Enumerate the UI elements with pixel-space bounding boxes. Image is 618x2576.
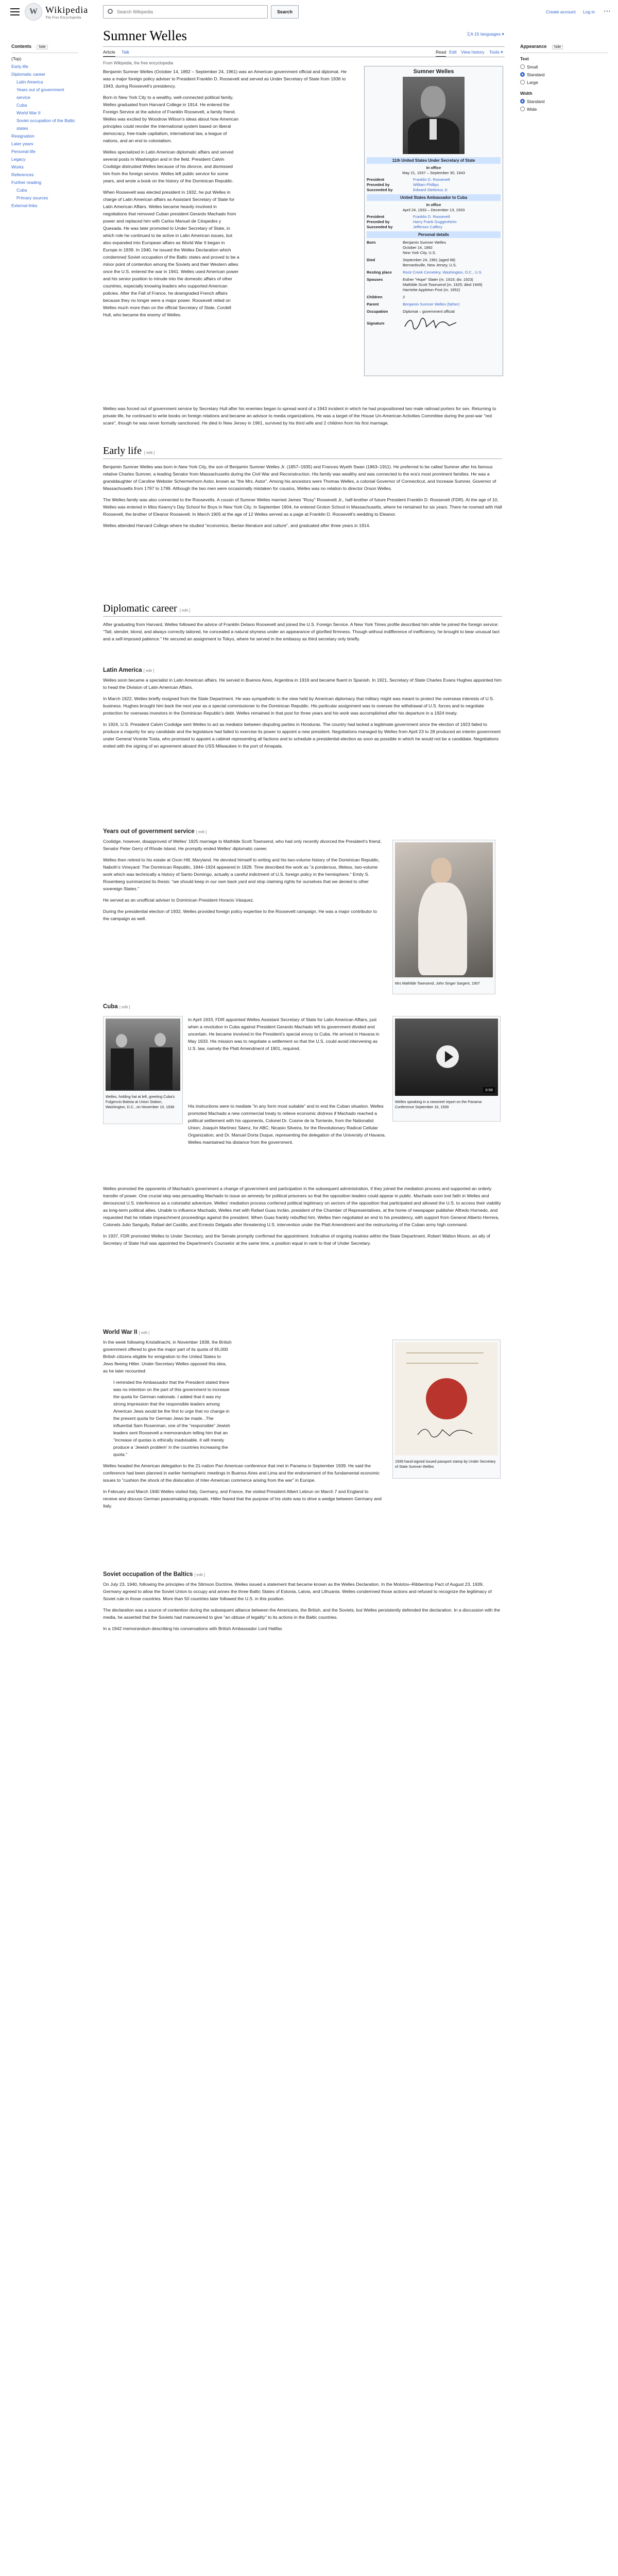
paragraph: Welles then retired to his estate at Oxon Hill, Maryland. He devoted himself to writing and his two-volume history of the Dominican Republic, Naboth's Vineyard: The Dominican Republic, 1844–1924 appeared in 1928. Time described the work as "a ponderous, lifeless, two-volume work which was technically a history of Santo Domingo, actually a careful indictment of U.S. foreign policy in the hemisphere." Emily S. Rosenberg summarized its thesis: "we should keep in our own back yard and stop claiming rights for ourselves that we denied to other sovereign States." — [103, 857, 380, 891]
from-line: From Wikipedia, the free encyclopedia — [103, 61, 174, 65]
subsection-heading: Years out of government service [ edit ] — [103, 828, 207, 835]
blockquote: I reminded the Ambassador that the President stated there was no intention on the part of this government to increase the quota for German nationals. I added that it was my strong impression that the responsible leaders among American Jews would be the first to urge that no change in the present quota for German Jews be made...The influential Sam Rosenman, one of the "responsible" Jewish leaders sent Roosevelt a memorandum telling him that an "increase of quotas is ethically inadvisable. It will merely produce a 'Jewish problem' in the countries increasing the quota." — [113, 1380, 230, 1457]
edit-link[interactable]: [ edit ] — [179, 608, 191, 613]
top-header — [0, 0, 618, 27]
figure-caption: Mrs Mathilde Townsend, John Singer Sargent, 1907 — [395, 981, 480, 986]
figure-passport-stamp — [392, 1340, 501, 1479]
portrait-photo — [403, 77, 465, 154]
section-diplomatic-career — [103, 603, 502, 642]
translate-icon: 文A — [466, 31, 475, 37]
ib-row: President Franklin D. Roosevelt — [367, 177, 450, 182]
personal-header: Personal details — [367, 231, 501, 238]
radio-small[interactable]: Small — [520, 63, 608, 71]
tab-talk[interactable]: Talk — [122, 49, 130, 55]
paragraph: In March 1922, Welles briefly resigned from the State Department. He was sympathetic to the view held by American diplomacy that military might was meant to protect the overseas interests of U.S. business. Hughes brought him back the next year as a special commissioner to the Dominican Republic. His particular assignment was to oversee the withdrawal of U.S. forces and to negotiate protection for overseas investors in the Dominican Republic's debt. Welles remained in that post for three years and his work was accomplished after his departure in a 1924 treaty. — [103, 696, 494, 716]
wikipedia-logo[interactable]: W — [25, 3, 42, 21]
ib-row-spouses: Spouses Esther "Hope" Slater (m. 1915; div. 1923) Mathilde Scott Townsend (m. 1925; died 1949) Harriette Appleton Post (m. 1952) — [367, 277, 483, 292]
toc-item[interactable]: Legacy — [11, 157, 26, 162]
figure-caption: Welles, holding hat at left, greeting Cuba's Fulgencio Batista at Union Station, Washington, D.C., on November 10, 1938 — [106, 1094, 175, 1109]
section-heading: Early life [ edit ] — [103, 445, 502, 459]
toc-item[interactable]: Later years — [11, 141, 33, 146]
paragraph: In 1924, U.S. President Calvin Coolidge sent Welles to act as mediator between disputing parties in Honduras. The country had lacked a legitimate government since the election of 1923 failed to produce a majority for any candidate and the legislature had failed to exercise its power to appoint a new president. Negotiations managed by Welles from April 23 to 28 produced an interim government under General Vicente Tosta, who promised to appoint a cabinet representing all factions and to schedule a presidential election as soon as possible in which he would not be a candidate. Negotiations ended with the signing of an agreement aboard the USS Milwaukee in the port of Amapala. — [103, 722, 501, 749]
subsection-heading: Soviet occupation of the Baltics [ edit ] — [103, 1571, 205, 1578]
toc-item[interactable]: Diplomatic career — [11, 72, 46, 77]
radio-large-circle[interactable] — [520, 80, 525, 84]
search-input[interactable] — [117, 8, 261, 16]
toc-item[interactable]: Latin America — [16, 79, 43, 84]
ib-row: Succeeded by Jefferson Caffery — [367, 225, 442, 229]
languages-button[interactable]: 文A 15 languages ▾ — [466, 31, 504, 37]
wordmark[interactable]: Wikipedia — [45, 5, 89, 15]
table-of-contents — [11, 41, 78, 210]
figure-newsreel-video — [392, 1016, 501, 1122]
paragraph: In 1937, FDR promoted Welles to Under Secretary, and the Senate promptly confirmed the appointment. Indicative of ongoing rivalries within the State Department, Robert Walton Moore, an ally of Secretary of State Hull was appointed the Department's Counselor at the same time, a position equal in rank to that of Under Secretary. — [103, 1233, 490, 1246]
video-player[interactable] — [395, 1019, 498, 1096]
edit-link[interactable]: [ edit ] — [143, 668, 154, 673]
cuba-text-bottom — [103, 1103, 386, 1146]
section-heading: Diplomatic career [ edit ] — [103, 603, 502, 617]
paragraph: The Welles family was also connected to the Roosevelts. A cousin of Sumner Welles married James "Rosy" Roosevelt Jr., half-brother of future President Franklin D. Roosevelt (FDR). At the age of 10, Welles was entered in Miss Kearny's Day School for Boys in New York City. In September 1904, he entered Groton School in Massachusetts, where he remained for six years. There he roomed with Hall Roosevelt, the brother of Eleanor Roosevelt. In March 1905 at the age of 12 Welles served as a page at Franklin D. Roosevelt's wedding to Eleanor. — [103, 497, 502, 517]
search-icon — [108, 9, 113, 14]
toc-item[interactable]: Primary sources — [16, 195, 48, 200]
edit-link[interactable]: [ edit ] — [196, 829, 207, 834]
toc-item[interactable]: Resignation — [11, 133, 35, 139]
toc-item[interactable]: External links — [11, 203, 38, 208]
radio-width-standard[interactable]: Standard — [520, 98, 608, 106]
office-header-2: United States Ambassador to Cuba — [367, 194, 501, 201]
photo-image[interactable] — [106, 1019, 180, 1091]
main-menu-icon[interactable] — [10, 7, 20, 15]
tab-read[interactable]: Read — [436, 49, 446, 57]
office-dates: May 21, 1937 – September 30, 1943 — [402, 171, 465, 175]
cuba-text-full — [103, 1185, 502, 1247]
edit-link[interactable]: [ edit ] — [194, 1572, 205, 1577]
intro-paragraph: Welles was forced out of government service by Secretary Hull after his enemies began to spread word of a 1943 incident in which he had propositioned two male railroad porters for sex. Returning to private life, he continued to write books on foreign relations and became an advisor to media organizations. He was a target of the House Un-American Activities Committee during the post-war "red scare", though he was never formally sanctioned. He died in New Jersey in 1961, survived by his third wife and 2 children from his first marriage. — [103, 406, 496, 426]
tab-edit[interactable]: Edit — [449, 49, 457, 55]
paragraph: His instructions were to mediate "in any form most suitable" and to end the Cuban situation. Welles promoted Machado a new commercial treaty to relieve economic distress if Machado reached a political settlement with his opponents, Colonel Dr. Cosme de la Torriente, from the Nationalist Union; Joaquín Martínez Sáenz, for ABC; Nicasio Silveira, for the Revolutionary Radical Cellular Organization; and Dr. Manuel Dorta Duque, representing the delegation of the University of Havana. Welles maintained his distance from the government. — [188, 1104, 386, 1145]
radio-wide[interactable]: Wide — [520, 106, 608, 113]
toc-item[interactable]: Further reading — [11, 180, 42, 185]
toc-item[interactable]: References — [11, 172, 34, 177]
radio-standard[interactable]: Standard — [520, 71, 608, 79]
tagline: The Free Encyclopedia — [45, 15, 81, 20]
edit-link[interactable]: [ edit ] — [139, 1330, 150, 1335]
subsection-heading: Latin America [ edit ] — [103, 667, 154, 673]
paragraph: On July 23, 1940, following the principles of the Stimson Doctrine, Welles issued a statement that became known as the Welles Declaration. In the Molotov–Ribbentrop Pact of August 23, 1939, Germany agreed to allow the Soviet Union to occupy and annex the three Baltic States of Estonia, Latvia, and Lithuania. Welles condemned those actions and refused to recognize the legitimacy of Soviet rule in those countries. More than 50 countries later followed the U.S. in this position. — [103, 1582, 492, 1601]
search-button[interactable]: Search — [271, 5, 299, 19]
ib-row-died: Died September 24, 1961 (aged 68) Bernardsville, New Jersey, U.S. — [367, 258, 457, 267]
toc-item[interactable]: Soviet occupation of the Baltic states — [16, 118, 75, 131]
ib-row-born: Born Benjamin Sumner Welles October 14, 1892 New York City, U.S. — [367, 240, 447, 255]
width-label: Width — [520, 91, 533, 96]
signature-image — [403, 316, 459, 331]
office-dates: April 24, 1933 – December 13, 1933 — [402, 208, 465, 212]
video-duration: 0:56 — [483, 1087, 495, 1093]
ib-row-parent: Parent Benjamin Sumner Welles (father) — [367, 302, 460, 307]
toc-item[interactable]: Personal life — [11, 149, 36, 154]
radio-large[interactable]: Large — [520, 79, 608, 87]
search-box[interactable] — [103, 5, 268, 19]
section-early-life — [103, 445, 502, 529]
title-rule — [103, 46, 505, 47]
tab-article[interactable]: Article — [103, 49, 115, 57]
page-title: Sumner Welles — [103, 28, 187, 43]
log-in-link[interactable]: Log in — [583, 9, 595, 14]
radio-wide-circle[interactable] — [520, 107, 525, 111]
toc-item[interactable]: Cuba — [16, 103, 27, 108]
painting-image[interactable] — [395, 842, 493, 977]
appearance-hide-button[interactable]: hide — [552, 45, 563, 49]
paragraph: Welles soon became a specialist in Latin American affairs. He served in Buenos Aires, Argentina in 1919 and became fluent in Spanish. In 1921, Secretary of State Charles Evans Hughes appointed him to head the Division of Latin American Affairs. — [103, 677, 502, 690]
paragraph: In a 1942 memorandum describing his conversations with British Ambassador Lord Halifax — [103, 1626, 282, 1631]
infobox — [364, 66, 503, 376]
intro — [103, 68, 355, 323]
paragraph: Welles headed the American delegation to the 21-nation Pan American conference that met in Panama in September 1939. He said the conference had been planned in earlier hemispheric meetings in Buenos Aires and Lima and the endorsement of the fundamental economic issues to "cushion the shock of the dislocation of Inter-American commerce arising from the war" in Europe. — [103, 1463, 380, 1483]
radio-small-circle[interactable] — [520, 64, 525, 69]
toc-hide-button[interactable]: hide — [37, 45, 47, 49]
ib-row-signature: Signature — [367, 316, 501, 331]
toc-item[interactable]: Years out of government service — [16, 87, 64, 100]
intro-paragraph: Benjamin Sumner Welles (October 14, 1892 – September 24, 1961) was an American government official and diplomat. He was a major foreign policy adviser to President Franklin D. Roosevelt and served as Under Secretary of State from 1936 to 1943, during Roosevelt's presidency. — [103, 69, 347, 89]
subsection-heading: Cuba [ edit ] — [103, 1004, 130, 1010]
paragraph: During the presidential election of 1932, Welles provided foreign policy expertise to the Roosevelt campaign. He was a major contributor to the campaign as well. — [103, 909, 377, 921]
text-size-label: Text — [520, 56, 529, 61]
tab-history[interactable]: View history — [461, 49, 485, 55]
appearance-heading: Appearance — [520, 44, 547, 49]
toc-item[interactable]: Early life — [11, 64, 28, 69]
edit-link[interactable]: [ edit ] — [144, 450, 155, 455]
paragraph: In April 1933, FDR appointed Welles Assistant Secretary of State for Latin American Affairs, just when a revolution in Cuba against President Gerardo Machado left its government divided and uncertain. He became involved in the President's special envoy to Cuba. He arrived in Havana in May 1933. His mission was to negotiate a settlement so that the U.S. could avoid intervening as U.S. law, namely the Platt Amendment of 1901, required. — [188, 1017, 380, 1051]
ib-row: Preceded by Harry Frank Guggenheim — [367, 219, 457, 224]
toc-heading: Contents — [11, 44, 31, 49]
office-header-1: 11th United States Under Secretary of State — [367, 157, 501, 164]
paragraph: Welles promoted the opponents of Machado's government a change of government and participation in the subsequent administration, if they joined the mediation process and supported an orderly transfer of power. One crucial step was persuading Machado to issue an amnesty for political prisoners so that the opposition leaders could appear in public. Machado soon lost faith in Welles and denounced U.S. interference as a colonialist adventure. Welles' mediation process conferred political legitimacy on sectors of the opposition that participated and allowed the U.S. to access their viability as long-term political allies. Unable to influence Machado, Welles met with Rafael Guas Inclán, president of the Chamber of Representatives, at the home of newspaper publisher Alfredo Hornedo, and requested that he initiate impeachment proceedings against the president. When Guas frankly rebuffed him, Welles then negotiated an end to his presidency, with support from General Alberto Herrera, Colonels Julio Sanguily, Rafael del Castillo, and Ernesto Delgado after threatening U.S. intervention under the Platt Amendment and the restructuring of the Cuban army high command. — [103, 1186, 501, 1227]
paragraph: After graduating from Harvard, Welles followed the advice of Franklin Delano Roosevelt and joined the U.S. Foreign Service. A New York Times profile described him while he joined the foreign service: "Tall, slender, blond, and always correctly tailored, he concealed a natural shyness under an appearance of glorified firmness. Though without indifference of inefficiency, he brought to bear unusual tact and a self-imposed patience." He secured an assignment to Tokyo, where he served in the embassy as third secretary only briefly. — [103, 622, 500, 641]
paragraph: Benjamin Sumner Welles was born in New York City, the son of Benjamin Sumner Welles Jr. (1857–1935) and Frances Wyeth Swan (1863–1911). He preferred to be called Sumner after his famous relative Charles Sumner, a leading Senator from Massachusetts during the Civil War and Reconstruction. His family was wealthy and was connected to the era's most prominent families. He was a granddaughter of Caroline Webster Schermerhorn Astor, known as "the Mrs. Astor". Among his ancestors were Thomas Welles, a colonial Governor of Connecticut, and Increase Sumner, Governor of Massachusetts from 1797 to 1799. Although the two men were occasionally mistaken for cousins, Welles was no relation to director Orson Welles. — [103, 464, 496, 491]
section-soviet-occupation — [103, 1571, 502, 1632]
ib-row-rest: Resting place Rock Creek Cemetery, Washington, D.C., U.S. — [367, 270, 483, 275]
section-cuba — [103, 1004, 502, 1010]
paragraph: He served as an unofficial adviser to Dominican President Horacio Vásquez. — [103, 897, 254, 903]
intro-paragraph: Welles specialized in Latin American diplomatic affairs and served several posts in Washington and in the field. President Calvin Coolidge distrusted Welles because of his divorce, and dismissed him from the foreign service. Welles left public service for some years, and wrote a book on the history of the Dominican Republic. — [103, 149, 234, 183]
intro-paragraph: When Roosevelt was elected president in 1932, he put Welles in charge of Latin American affairs as Assistant Secretary of State for Latin American Affairs. Welles became heavily involved in negotiations that removed Cuban president Gerardo Machado from power and replaced him with Carlos Manuel de Céspedes y Quesada. He was later promoted to Under Secretary of State, in which role he continued to be active in Latin American issues, but also expanded into European affairs as World War II began in Europe in 1939. In 1940, he issued the Welles Declaration which condemned Soviet occupation of the Baltic states and proved to be a minor point of contention among the Soviets and their Western allies once the U.S. entered the war in 1941. Welles used American power and his senior position to intrude into the domestic affairs of other countries, especially knowing leaders who supported American policies. After the Fall of France, he downgraded French affairs because they no longer were a major power. Roosevelt relied on Welles much more than on the official Secretary of State, Cordell Hull, who became the enemy of Welles. — [103, 190, 239, 317]
ib-row: Preceded by William Phillips — [367, 182, 439, 187]
figure-mathilde-portrait — [392, 840, 495, 994]
radio-width-standard-circle[interactable] — [520, 99, 525, 104]
in-office-label: In office — [426, 165, 441, 170]
paragraph: In the week following Kristallnacht, in November 1938, the British government offered to give the major part of its quota of 65,000 British citizens eligible for emigration to the United States to Jews fleeing Hitler. Under-Secretary Welles opposed this idea, as he later recounted: — [103, 1340, 232, 1374]
more-options-icon[interactable]: ⋯ — [604, 7, 611, 15]
toc-item[interactable]: Cuba — [16, 188, 27, 193]
toc-item[interactable]: (Top) — [11, 56, 22, 61]
ib-row: President Franklin D. Roosevelt — [367, 214, 450, 219]
tab-tools[interactable]: Tools ▾ — [489, 49, 503, 55]
toc-item[interactable]: World War II — [16, 110, 41, 115]
ib-row: Succeeded by Edward Stettinius Jr. — [367, 188, 449, 192]
toc-item[interactable]: Works — [11, 164, 24, 170]
infobox-title: Sumner Welles — [413, 69, 454, 75]
paragraph: The declaration was a source of contention during the subsequent alliance between the Americans, the British, and the Soviets, but Welles persistently defended the declaration. In a discussion with the media, he asserted that the Soviets had maneuvered to give "an obtuse of legality" to its actions in the Baltic countries. — [103, 1607, 501, 1620]
figure-caption: 1939 hand-signed issued passport stamp by Under Secretary of State Sumner Welles — [395, 1459, 496, 1469]
edit-link[interactable]: [ edit ] — [119, 1005, 130, 1009]
create-account-link[interactable]: Create account — [546, 9, 576, 14]
figure-caption: Welles speaking in a newsreel report on the Panama Conference September 16, 1939 — [395, 1099, 482, 1109]
appearance-panel — [520, 41, 608, 113]
subsection-heading: World War II [ edit ] — [103, 1329, 150, 1335]
cuba-text-top — [188, 1016, 386, 1052]
paragraph: In February and March 1940 Welles visited Italy, Germany, and France, the visited President Albert Lebrun on March 7 and England to receive and discuss German peacemaking proposals. Hitler feared that the purpose of his visits was to drive a wedge between Germany and Italy. — [103, 1489, 382, 1509]
paragraph: Welles attended Harvard College where he studied "economics, Iberian literature and culture", and graduated after three years in 1914. — [103, 523, 370, 528]
radio-standard-circle[interactable] — [520, 72, 525, 77]
paragraph: Coolidge, however, disapproved of Welles' 1925 marriage to Mathilde Scott Townsend, who had only recently divorced the President's friend, Senator Peter Gerry of Rhode Island. He promptly ended Welles' diplomatic career. — [103, 839, 382, 851]
ib-row-occupation: Occupation Diplomat – government official — [367, 309, 455, 314]
section-latin-america — [103, 667, 502, 750]
in-office-label: In office — [426, 202, 441, 207]
passport-image[interactable] — [395, 1342, 498, 1455]
play-icon — [445, 1051, 453, 1062]
ib-row-children: Children 2 — [367, 295, 405, 299]
intro-paragraph: Born in New York City to a wealthy, well-connected political family, Welles graduated from Harvard College in 1914. He entered the Foreign Service at the advice of Franklin Roosevelt, a family friend. Welles was excited by Woodrow Wilson's ideas about how American principles could reorder the international system based on liberal democracy, free-trade capitalism, international law, a league of nations, and an end to colonialism. — [103, 95, 239, 143]
